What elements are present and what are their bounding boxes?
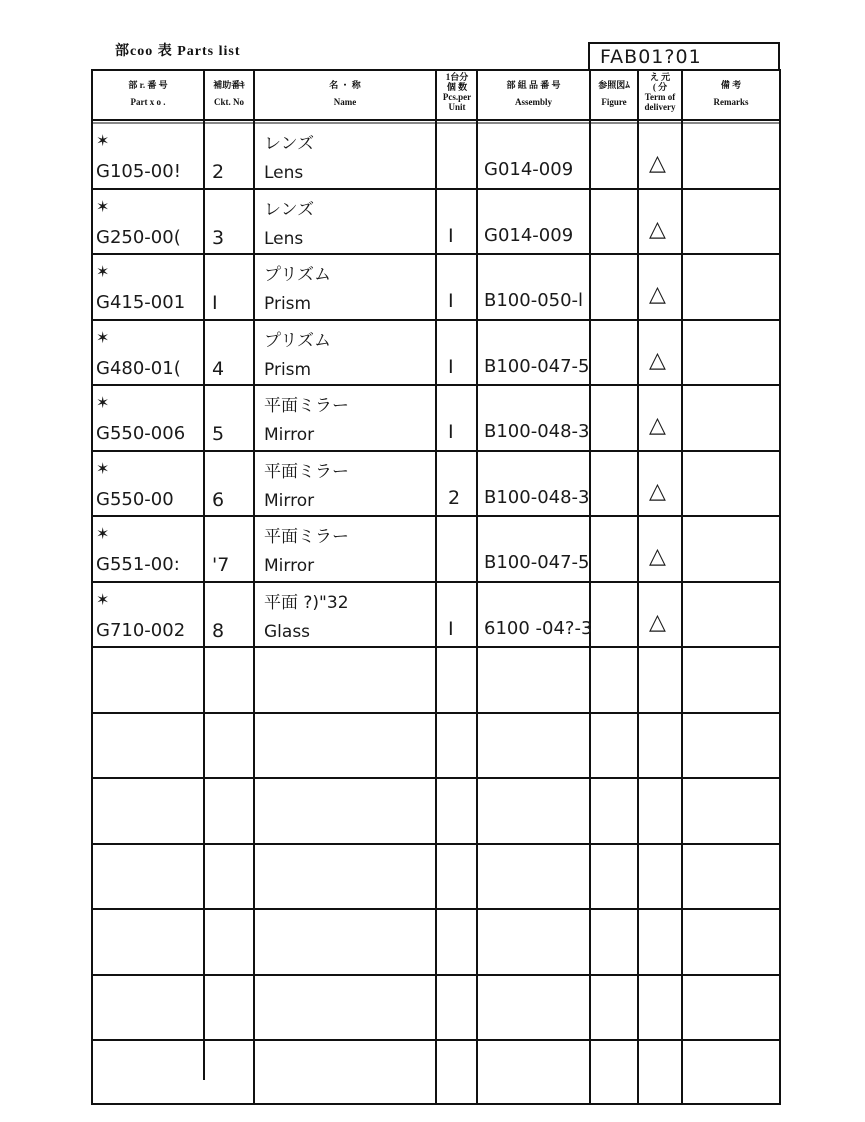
col-header-ckt-en: Ckt. No [213,97,244,107]
part-number: G550-00 [96,488,174,510]
ckt-number: 2 [212,161,225,183]
col-header-delivery-1: え 元 [649,72,671,82]
delivery-term: △ [649,151,666,176]
col-header-remarks [683,80,779,108]
part-number: G550-006 [96,423,186,444]
part-mark: ✶ [96,327,110,347]
delivery-term: △ [649,478,666,504]
col-header-part-no [95,80,201,108]
col-header-pcs-1: 1台分 [445,72,469,82]
col-header-part-no-en: Part x o . [130,97,166,107]
part-mark: ✶ [96,196,110,216]
col-header-delivery-2: ( 分 [652,82,668,92]
col-header-remarks-jp: 備 考 [720,80,742,90]
part-name-en: Glass [264,621,311,642]
delivery-term: △ [649,413,666,438]
ckt-number: 5 [212,423,225,445]
col-header-name-jp: 名 ・ 称 [329,80,361,90]
pcs-per-unit: I [448,224,454,247]
col-header-ckt-jp: 補助番ｷ [213,80,245,90]
col-header-figure [591,80,637,108]
col-header-assembly-jp: 部 組 品 番 号 [506,80,561,90]
part-name-jp: レンズ [264,134,315,154]
delivery-term: △ [649,282,666,307]
col-header-assembly [478,80,589,108]
col-header-part-no-jp: 部 r. 番 号 [128,80,168,90]
assembly-number: B100-048-3 [484,486,590,508]
part-number: G415-001 [96,292,186,313]
part-number: G250-00( [96,226,181,248]
part-name-jp: 平面 ?)"32 [264,592,349,613]
part-name-jp: 平面ミラー [264,396,349,416]
col-header-pcs-3: Pcs.per [442,92,472,102]
pcs-per-unit: I [448,421,454,443]
pcs-per-unit: I [448,355,454,378]
col-header-assembly-en: Assembly [514,97,552,107]
part-name-en: Mirror [264,490,315,511]
assembly-number: 6100 -04?-3 [484,617,593,639]
part-mark: ✶ [96,393,110,412]
part-mark: ✶ [96,589,110,609]
part-name-en: Mirror [264,425,315,445]
ckt-number: I [212,292,218,314]
pcs-per-unit: I [448,290,454,312]
part-name-en: Prism [264,359,312,380]
col-header-pcs-4: Unit [448,102,466,112]
ckt-number: '7 [212,554,230,576]
col-header-remarks-en: Remarks [713,97,749,107]
part-name-jp: プリズム [264,330,331,351]
part-name-en: Prism [264,294,312,314]
col-header-delivery-4: delivery [644,102,676,112]
ckt-number: 8 [212,619,225,642]
part-name-en: Lens [264,163,304,183]
page-title: 部coo 表 Parts list [115,44,241,59]
part-mark: ✶ [96,524,110,543]
ckt-number: 3 [212,226,225,249]
part-name-en: Mirror [264,556,315,576]
doc-number: FAB01?01 [600,46,702,68]
col-header-figure-en: Figure [601,97,627,107]
col-header-name-en: Name [333,97,357,107]
part-name-jp: 平面ミラー [264,461,349,482]
col-header-figure-jp: 参照図ﾑ [598,80,630,90]
part-number: G105-00! [96,161,181,182]
delivery-term: △ [649,347,666,373]
assembly-number: G014-009 [484,159,574,180]
col-header-pcs [437,72,477,112]
part-mark: ✶ [96,131,110,150]
col-header-pcs-2: 個 数 [446,82,468,92]
col-header-delivery [639,72,681,112]
pcs-per-unit: 2 [448,486,461,509]
col-header-delivery-3: Term of [644,92,676,102]
part-number: G551-00: [96,554,180,575]
part-number: G710-002 [96,619,186,641]
ckt-number: 6 [212,488,225,511]
part-mark: ✶ [96,458,110,478]
col-header-ckt [205,80,253,108]
part-name-en: Lens [264,228,304,249]
part-name-jp: レンズ [264,199,315,220]
assembly-number: B100-048-3 [484,421,590,442]
pcs-per-unit: I [448,617,454,640]
assembly-number: B100-047-5 [484,552,590,573]
col-header-name [256,80,434,108]
assembly-number: B100-047-5 [484,355,590,377]
delivery-term: △ [649,609,666,635]
assembly-number: G014-009 [484,224,574,246]
part-name-jp: 平面ミラー [264,527,349,547]
ckt-number: 4 [212,357,225,380]
delivery-term: △ [649,544,666,569]
part-mark: ✶ [96,262,110,281]
delivery-term: △ [649,216,666,242]
assembly-number: B100-050-l [484,290,584,311]
part-name-jp: プリズム [264,265,331,285]
part-number: G480-01( [96,357,181,379]
